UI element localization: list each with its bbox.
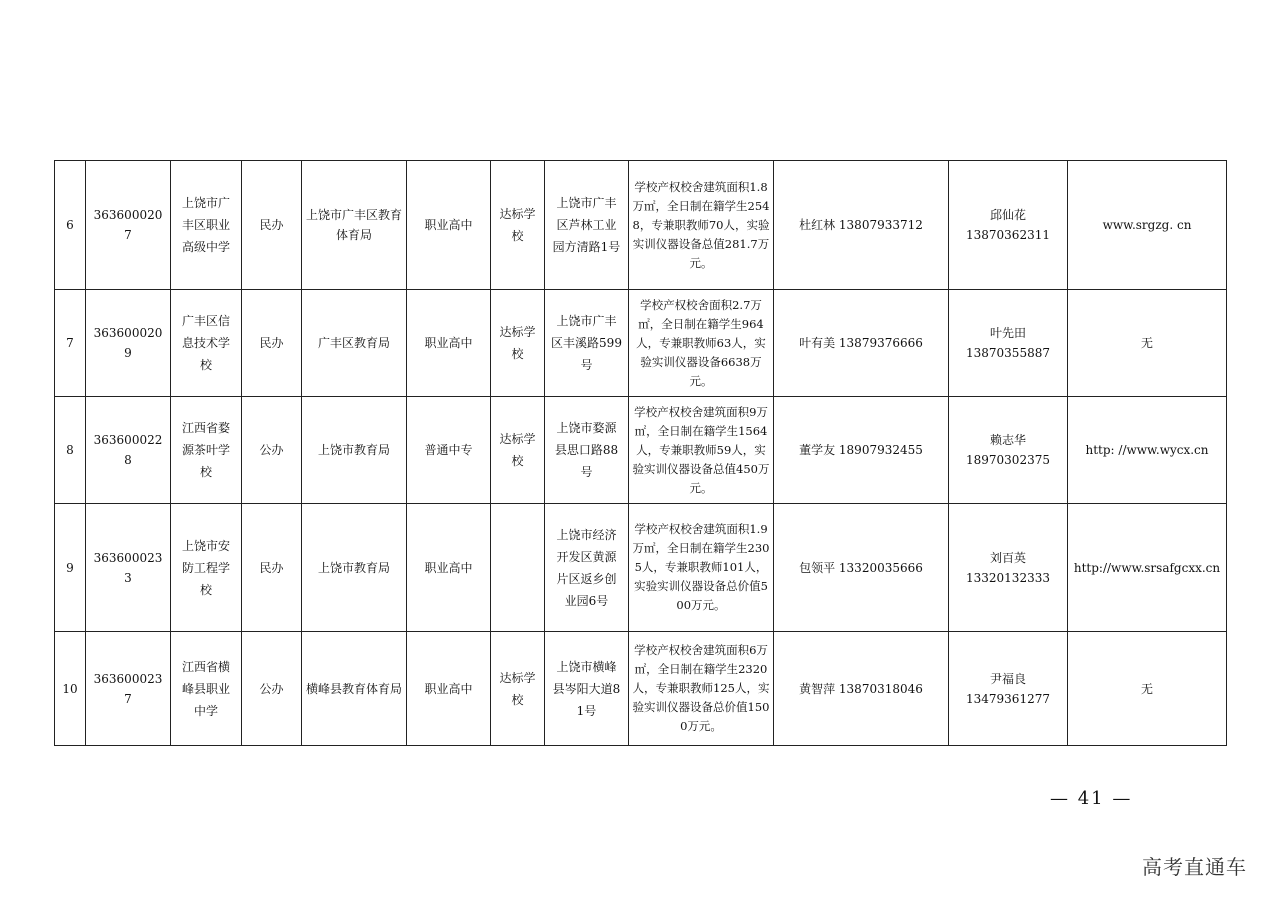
level-cell: 职业高中 xyxy=(407,161,491,290)
website-cell: 无 xyxy=(1068,290,1227,397)
school-name-cell: 广丰区信息技术学校 xyxy=(171,290,242,397)
address-cell: 上饶市婺源县思口路88号 xyxy=(545,397,629,504)
address-cell: 上饶市经济开发区黄源片区返乡创业园6号 xyxy=(545,504,629,632)
contact-cell xyxy=(949,397,1068,504)
contact-name: 尹福良 xyxy=(989,671,1026,686)
website-cell: 无 xyxy=(1068,632,1227,746)
standard-cell: 达标学校 xyxy=(491,290,545,397)
seq-cell: 8 xyxy=(55,397,86,504)
legal-rep-cell: 包领平 13320035666 xyxy=(774,504,949,632)
table-row xyxy=(55,632,1227,746)
table-row xyxy=(55,397,1227,504)
contact-name: 叶先田 xyxy=(989,326,1026,340)
standard-cell: 达标学校 xyxy=(491,632,545,746)
description-cell: 学校产权校舍建筑面积1.8万㎡，全日制在籍学生2548，专兼职教师70人，实验实训仪器设备总值281.7万元。 xyxy=(629,161,774,290)
table-row xyxy=(55,504,1227,632)
type-cell: 民办 xyxy=(242,290,302,397)
code-cell: 3636000207 xyxy=(86,161,171,290)
legal-rep-cell: 黄智萍 13870318046 xyxy=(774,632,949,746)
table-row xyxy=(55,161,1227,290)
seq-cell: 10 xyxy=(55,632,86,746)
contact-name: 刘百英 xyxy=(989,550,1026,565)
contact-phone: 13479361277 xyxy=(966,691,1050,706)
legal-rep-cell: 董学友 18907932455 xyxy=(774,397,949,504)
contact-cell xyxy=(949,290,1068,397)
contact-phone: 13870362311 xyxy=(966,228,1050,242)
level-cell: 职业高中 xyxy=(407,632,491,746)
type-cell: 民办 xyxy=(242,161,302,290)
school-name-cell: 江西省婺源茶叶学校 xyxy=(171,397,242,504)
school-name-cell: 江西省横峰县职业中学 xyxy=(171,632,242,746)
code-cell: 3636000233 xyxy=(86,504,171,632)
seq-cell: 6 xyxy=(55,161,86,290)
authority-cell: 横峰县教育体育局 xyxy=(302,632,407,746)
website-cell: http: //www.wycx.cn xyxy=(1068,397,1227,504)
contact-phone: 18970302375 xyxy=(966,453,1050,467)
address-cell: 上饶市横峰县岑阳大道81号 xyxy=(545,632,629,746)
type-cell: 民办 xyxy=(242,504,302,632)
seq-cell: 7 xyxy=(55,290,86,397)
seq-cell: 9 xyxy=(55,504,86,632)
contact-phone: 13870355887 xyxy=(966,346,1050,360)
contact-name: 邱仙花 xyxy=(989,208,1026,222)
table-row xyxy=(55,290,1227,397)
contact-phone: 13320132333 xyxy=(966,570,1050,585)
standard-cell: 达标学校 xyxy=(491,161,545,290)
authority-cell: 上饶市教育局 xyxy=(302,397,407,504)
description-cell: 学校产权校舍面积2.7万㎡，全日制在籍学生964人，专兼职教师63人，实验实训仪器设备6638万元。 xyxy=(629,290,774,397)
contact-cell xyxy=(949,504,1068,632)
level-cell: 职业高中 xyxy=(407,504,491,632)
description-cell: 学校产权校舍建筑面积9万㎡，全日制在籍学生1564人，专兼职教师59人，实验实训仪器设备总值450万元。 xyxy=(629,397,774,504)
type-cell: 公办 xyxy=(242,632,302,746)
school-table xyxy=(54,160,1227,746)
address-cell: 上饶市广丰区芦林工业园方清路1号 xyxy=(545,161,629,290)
description-cell: 学校产权校舍建筑面积6万㎡，全日制在籍学生2320人，专兼职教师125人，实验实训仪器设备总价值1500万元。 xyxy=(629,632,774,746)
website-cell: http://www.srsafgcxx.cn xyxy=(1068,504,1227,632)
school-name-cell: 上饶市广丰区职业高级中学 xyxy=(171,161,242,290)
code-cell: 3636000228 xyxy=(86,397,171,504)
authority-cell: 上饶市广丰区教育体育局 xyxy=(302,161,407,290)
level-cell: 普通中专 xyxy=(407,397,491,504)
code-cell: 3636000237 xyxy=(86,632,171,746)
type-cell: 公办 xyxy=(242,397,302,504)
description-cell: 学校产权校舍建筑面积1.9万㎡，全日制在籍学生2305人，专兼职教师101人，实验实训仪器设备总价值500万元。 xyxy=(629,504,774,632)
standard-cell: 达标学校 xyxy=(491,397,545,504)
website-cell: www.srgzg. cn xyxy=(1068,161,1227,290)
address-cell: 上饶市广丰区丰溪路599号 xyxy=(545,290,629,397)
watermark-text: 高考直通车 xyxy=(1142,855,1247,879)
page-number: — 41 — xyxy=(1050,788,1133,809)
contact-cell xyxy=(949,161,1068,290)
standard-cell xyxy=(491,504,545,632)
code-cell: 3636000209 xyxy=(86,290,171,397)
contact-cell xyxy=(949,632,1068,746)
level-cell: 职业高中 xyxy=(407,290,491,397)
legal-rep-cell: 叶有美 13879376666 xyxy=(774,290,949,397)
legal-rep-cell: 杜红林 13807933712 xyxy=(774,161,949,290)
authority-cell: 上饶市教育局 xyxy=(302,504,407,632)
authority-cell: 广丰区教育局 xyxy=(302,290,407,397)
school-name-cell: 上饶市安防工程学校 xyxy=(171,504,242,632)
contact-name: 赖志华 xyxy=(989,433,1026,447)
